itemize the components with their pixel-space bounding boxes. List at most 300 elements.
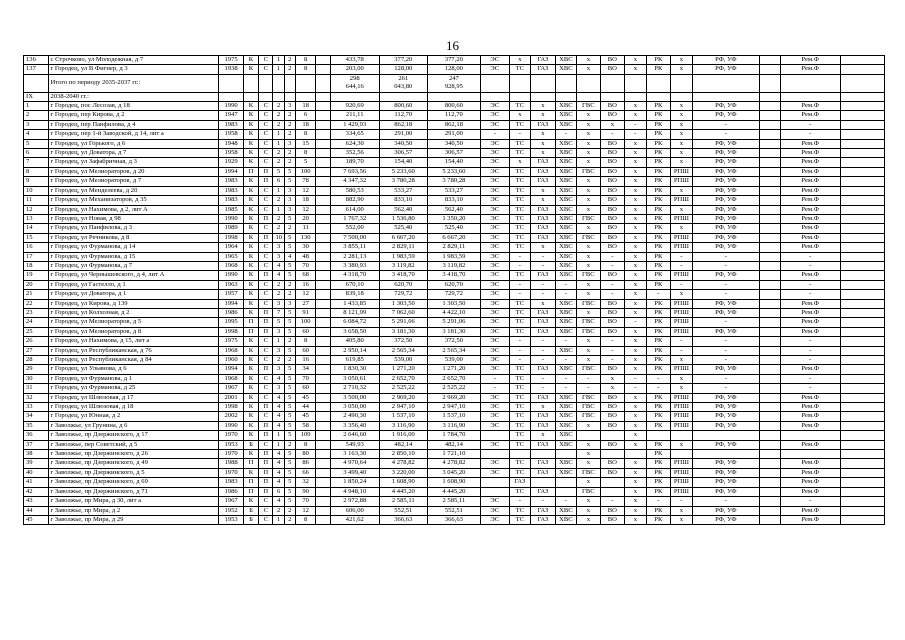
cell-heating: ТС <box>509 365 530 374</box>
cell-floor-type: С <box>259 261 273 270</box>
cell-residential-area: 5 291,06 <box>427 318 480 327</box>
cell-sewerage <box>600 450 625 459</box>
cell-row-number: 6 <box>24 149 49 158</box>
cell-address: г Заволжье, пр Дзержинского, д 69 <box>48 478 219 487</box>
cell-fund: Рем.Ф <box>780 421 840 430</box>
cell-address: г Городец, ул Ульянова, д 6 <box>48 365 219 374</box>
cell-floors: 5 <box>284 487 295 496</box>
cell-facade: РФ, УФ <box>692 299 759 308</box>
cell-sewerage: х <box>600 374 625 383</box>
cell-roof-repair: РК <box>646 403 671 412</box>
cell-sewerage: - <box>600 252 625 261</box>
table-row <box>24 346 885 355</box>
cell-apartments: 32 <box>295 478 315 487</box>
cell-living-area: 6 667,20 <box>379 233 427 242</box>
cell-floors: 5 <box>284 431 295 440</box>
cell-col-19: х <box>625 214 646 223</box>
cell-sewerage: - <box>600 261 625 270</box>
cell-address: г Заволжье, пр Дзержинского, д 26 <box>48 450 219 459</box>
cell-col-19: х <box>625 167 646 176</box>
cell-roof-repair: РК <box>646 356 671 365</box>
cell-floor-type: С <box>259 158 273 167</box>
cell-row-number: 42 <box>24 487 49 496</box>
cell-sewerage: ВО <box>600 65 625 74</box>
cell-col-19: - <box>625 318 646 327</box>
cell-col-19: х <box>625 393 646 402</box>
table-body <box>24 56 885 525</box>
cell-hot-water: х <box>577 243 601 252</box>
table-row <box>24 412 885 421</box>
cell-electricity: ЭС <box>480 318 509 327</box>
cell-electricity: ЭС <box>480 497 509 506</box>
cell-floors: 5 <box>284 450 295 459</box>
cell-blank <box>316 233 330 242</box>
cell-basement-repair: х <box>671 384 692 393</box>
cell-floors: 2 <box>284 224 295 233</box>
cell-facade: РФ, УФ <box>692 506 759 515</box>
cell-hot-water: ГВС <box>577 365 601 374</box>
cell-hot-water: ГВС <box>577 233 601 242</box>
cell-electricity: ЭС <box>480 280 509 289</box>
cell-address: 2038-2040 гг.: <box>48 92 219 101</box>
table-row <box>24 478 885 487</box>
cell-sewerage: - <box>600 346 625 355</box>
cell-year: 1990 <box>219 421 244 430</box>
cell-address: г Заволжье, пр Мира, д 29 <box>48 515 219 524</box>
cell-total-area: 4 318,70 <box>330 271 379 280</box>
cell-basement-repair: - <box>671 280 692 289</box>
cell-basement-repair: х <box>671 374 692 383</box>
cell-col-19: х <box>625 346 646 355</box>
cell-address: г Городец, ул В Фигнер, д 3 <box>48 65 219 74</box>
cell-row-number: 26 <box>24 337 49 346</box>
cell-total-area: 2 972,88 <box>330 497 379 506</box>
cell-living-area: 4 445,20 <box>379 487 427 496</box>
cell-facade: РФ, УФ <box>692 459 759 468</box>
cell-blank <box>316 214 330 223</box>
cell-blank <box>316 365 330 374</box>
cell-year: 1990 <box>219 271 244 280</box>
cell-floor-type: П <box>259 214 273 223</box>
cell-living-area: 539,00 <box>379 356 427 365</box>
cell-address: г Городец, ул Мелиораторов, д 7 <box>48 177 219 186</box>
cell-address: г Городец, пер Панфилова, д 4 <box>48 120 219 129</box>
cell-col-25 <box>840 214 884 223</box>
cell-gas: ГАЗ <box>531 271 556 280</box>
cell-blank <box>316 271 330 280</box>
cell-living-area: 1 536,80 <box>379 214 427 223</box>
cell-col-19: - <box>625 384 646 393</box>
cell-floors: 5 <box>284 421 295 430</box>
cell-roof-repair <box>646 431 671 440</box>
cell-facade: РФ, УФ <box>692 327 759 336</box>
cell-heating: ГАЗ <box>509 478 530 487</box>
cell-entrances: 7 <box>273 308 284 317</box>
cell-heating: ТС <box>509 65 530 74</box>
cell-year: 1967 <box>219 497 244 506</box>
cell-col-19: - <box>625 130 646 139</box>
cell-sewerage: ВО <box>600 233 625 242</box>
cell-hot-water: ГВС <box>577 393 601 402</box>
cell-year: 1970 <box>219 431 244 440</box>
cell-year: 2001 <box>219 393 244 402</box>
cell-col-19: х <box>625 177 646 186</box>
cell-facade: РФ, УФ <box>692 196 759 205</box>
cell-sewerage <box>600 487 625 496</box>
cell-heating: ТС <box>509 102 530 111</box>
cell-residential-area: 4 278,82 <box>427 459 480 468</box>
cell-col-25 <box>840 280 884 289</box>
cell-address: г Городец, ул Республиканская, д 76 <box>48 346 219 355</box>
cell-basement-repair: х <box>671 65 692 74</box>
table-row <box>24 393 885 402</box>
cell-cold-water: ХВС <box>555 271 576 280</box>
cell-entrances: 1 <box>273 130 284 139</box>
cell-col-25 <box>840 468 884 477</box>
cell-heating: ТС <box>509 120 530 129</box>
cell-address: с Строчково, ул Молодежная, д 7 <box>48 56 219 65</box>
cell-floors: 5 <box>284 233 295 242</box>
cell-col-25 <box>840 318 884 327</box>
cell-facade: РФ, УФ <box>692 177 759 186</box>
cell-electricity: ЭС <box>480 290 509 299</box>
cell-col-23 <box>760 487 780 496</box>
cell-cold-water: ХВС <box>555 177 576 186</box>
cell-col-23 <box>760 421 780 430</box>
cell-basement-repair: х <box>671 149 692 158</box>
cell-fund: Рем.Ф <box>780 487 840 496</box>
cell-year: 1975 <box>219 337 244 346</box>
cell-facade <box>692 92 759 101</box>
cell-entrances: 6 <box>273 177 284 186</box>
cell-year: 2002 <box>219 412 244 421</box>
cell-hot-water: х <box>577 515 601 524</box>
table-row <box>24 487 885 496</box>
cell-hot-water <box>577 74 601 92</box>
cell-roof-repair: РК <box>646 271 671 280</box>
cell-total-area: 4 970,64 <box>330 459 379 468</box>
cell-basement-repair: РПШ <box>671 318 692 327</box>
cell-floor-type: П <box>259 365 273 374</box>
cell-entrances: 2 <box>273 224 284 233</box>
cell-basement-repair: х <box>671 356 692 365</box>
cell-cold-water: ХВС <box>555 139 576 148</box>
cell-cold-water: ХВС <box>555 120 576 129</box>
cell-basement-repair: РПШ <box>671 403 692 412</box>
cell-sewerage: ВО <box>600 56 625 65</box>
cell-wall-material: К <box>243 224 258 233</box>
cell-year: 1967 <box>219 384 244 393</box>
cell-cold-water <box>555 74 576 92</box>
cell-electricity <box>480 478 509 487</box>
table-row <box>24 271 885 280</box>
cell-gas: - <box>531 346 556 355</box>
cell-sewerage: ВО <box>600 149 625 158</box>
cell-roof-repair: РК <box>646 440 671 449</box>
cell-col-23 <box>760 92 780 101</box>
cell-hot-water <box>577 431 601 440</box>
cell-col-19: х <box>625 233 646 242</box>
cell-electricity: ЭС <box>480 346 509 355</box>
cell-electricity: ЭС <box>480 327 509 336</box>
cell-gas: х <box>531 196 556 205</box>
table-row <box>24 252 885 261</box>
cell-sewerage: ВО <box>600 308 625 317</box>
cell-blank <box>316 139 330 148</box>
cell-gas: х <box>531 130 556 139</box>
cell-facade: РФ, УФ <box>692 233 759 242</box>
cell-apartments: 30 <box>295 243 315 252</box>
cell-hot-water: х <box>577 280 601 289</box>
cell-entrances: 3 <box>273 346 284 355</box>
cell-electricity: ЭС <box>480 186 509 195</box>
cell-col-25 <box>840 299 884 308</box>
cell-gas: х <box>531 102 556 111</box>
cell-floors: 5 <box>284 167 295 176</box>
cell-year: 1986 <box>219 487 244 496</box>
cell-row-number: 37 <box>24 440 49 449</box>
cell-cold-water: ХВС <box>555 346 576 355</box>
cell-gas: ГАЗ <box>531 393 556 402</box>
cell-living-area: 1 608,90 <box>379 478 427 487</box>
cell-hot-water: х <box>577 252 601 261</box>
cell-floors: 3 <box>284 186 295 195</box>
cell-hot-water: ГВС <box>577 412 601 421</box>
cell-heating: ТС <box>509 196 530 205</box>
cell-row-number: 137 <box>24 65 49 74</box>
cell-floor-type: С <box>259 56 273 65</box>
cell-col-23 <box>760 497 780 506</box>
cell-electricity: ЭС <box>480 252 509 261</box>
cell-living-area: 833,10 <box>379 196 427 205</box>
cell-wall-material: К <box>243 393 258 402</box>
cell-year: 1983 <box>219 478 244 487</box>
cell-living-area: 1 916,00 <box>379 431 427 440</box>
cell-gas: ГАЗ <box>531 318 556 327</box>
cell-wall-material: К <box>243 261 258 270</box>
cell-year: 1965 <box>219 252 244 261</box>
cell-row-number: IX <box>24 92 49 101</box>
cell-col-23 <box>760 346 780 355</box>
cell-row-number: 11 <box>24 196 49 205</box>
cell-fund: Рем.Ф <box>780 299 840 308</box>
cell-apartments: 68 <box>295 271 315 280</box>
cell-col-19: х <box>625 102 646 111</box>
cell-living-area: 154,40 <box>379 158 427 167</box>
cell-cold-water: ХВС <box>555 56 576 65</box>
cell-roof-repair: РК <box>646 346 671 355</box>
cell-fund: Рем.Ф <box>780 318 840 327</box>
cell-address: Итого по периоду 2035-2037 гг.: <box>48 74 219 92</box>
cell-electricity: - <box>480 384 509 393</box>
cell-facade: РФ, УФ <box>692 102 759 111</box>
cell-apartments: 130 <box>295 233 315 242</box>
cell-col-23 <box>760 515 780 524</box>
cell-cold-water: ХВС <box>555 459 576 468</box>
cell-col-23 <box>760 252 780 261</box>
cell-floor-type: С <box>259 280 273 289</box>
cell-sewerage: - <box>600 337 625 346</box>
cell-apartments: 8 <box>295 337 315 346</box>
cell-col-23 <box>760 158 780 167</box>
cell-col-23 <box>760 365 780 374</box>
table-row <box>24 149 885 158</box>
cell-electricity: ЭС <box>480 167 509 176</box>
cell-col-19: х <box>625 186 646 195</box>
cell-address: г Городец, ул Фурманова, д 7 <box>48 261 219 270</box>
cell-hot-water: х <box>577 290 601 299</box>
cell-roof-repair: - <box>646 497 671 506</box>
cell-wall-material: К <box>243 158 258 167</box>
cell-sewerage: ВО <box>600 102 625 111</box>
cell-total-area: 352,56 <box>330 149 379 158</box>
cell-residential-area: 1 983,59 <box>427 252 480 261</box>
cell-address: г Городец, ул Нахимова, д 2, лит А <box>48 205 219 214</box>
cell-row-number: 41 <box>24 478 49 487</box>
cell-basement-repair: РПШ <box>671 327 692 336</box>
cell-electricity: ЭС <box>480 205 509 214</box>
cell-sewerage: ВО <box>600 243 625 252</box>
cell-living-area: 2 525,22 <box>379 384 427 393</box>
cell-entrances: 4 <box>273 374 284 383</box>
cell-col-25 <box>840 290 884 299</box>
cell-cold-water: ХВС <box>555 233 576 242</box>
cell-roof-repair: РК <box>646 365 671 374</box>
cell-hot-water: х <box>577 459 601 468</box>
cell-year: 1968 <box>219 346 244 355</box>
cell-heating: ТС <box>509 318 530 327</box>
cell-year: 1983 <box>219 196 244 205</box>
cell-col-25 <box>840 261 884 270</box>
cell-facade: РФ, УФ <box>692 158 759 167</box>
cell-cold-water: ХВС <box>555 468 576 477</box>
cell-total-area: 3 163,30 <box>330 450 379 459</box>
cell-col-23 <box>760 440 780 449</box>
cell-roof-repair <box>646 74 671 92</box>
cell-facade: РФ, УФ <box>692 56 759 65</box>
cell-year: 1998 <box>219 233 244 242</box>
cell-col-23 <box>760 243 780 252</box>
cell-year: 1994 <box>219 299 244 308</box>
cell-roof-repair: РК <box>646 280 671 289</box>
cell-roof-repair: РК <box>646 468 671 477</box>
cell-gas <box>531 92 556 101</box>
cell-blank <box>316 120 330 129</box>
cell-roof-repair: РК <box>646 120 671 129</box>
cell-cold-water: - <box>555 280 576 289</box>
cell-residential-area: 533,27 <box>427 186 480 195</box>
cell-cold-water <box>555 92 576 101</box>
cell-gas: - <box>531 356 556 365</box>
cell-gas: х <box>531 403 556 412</box>
cell-address: г Городец, ул Новая, д 98 <box>48 214 219 223</box>
cell-floor-type: С <box>259 506 273 515</box>
cell-cold-water: ХВС <box>555 214 576 223</box>
cell-address: г Городец, ул Фурманова, д 25 <box>48 384 219 393</box>
cell-row-number: 18 <box>24 261 49 270</box>
cell-total-area: 421,62 <box>330 515 379 524</box>
cell-wall-material: К <box>243 497 258 506</box>
cell-apartments: 12 <box>295 290 315 299</box>
cell-apartments: 48 <box>295 252 315 261</box>
table-row <box>24 421 885 430</box>
cell-fund: Рем.Ф <box>780 205 840 214</box>
cell-heating: х <box>509 111 530 120</box>
cell-floors <box>284 74 295 92</box>
cell-address: г Городец, ул Фурманова, д 14 <box>48 243 219 252</box>
cell-hot-water: х <box>577 450 601 459</box>
cell-gas: ГАЗ <box>531 177 556 186</box>
cell-fund: Рем.Ф <box>780 327 840 336</box>
cell-year: 1970 <box>219 468 244 477</box>
cell-col-23 <box>760 65 780 74</box>
cell-basement-repair: х <box>671 205 692 214</box>
cell-col-25 <box>840 346 884 355</box>
cell-sewerage: ВО <box>600 186 625 195</box>
cell-col-23 <box>760 149 780 158</box>
cell-apartments: 60 <box>295 346 315 355</box>
cell-cold-water: - <box>555 374 576 383</box>
cell-row-number: 27 <box>24 346 49 355</box>
cell-wall-material: П <box>243 478 258 487</box>
cell-sewerage: х <box>600 384 625 393</box>
cell-entrances: 2 <box>273 158 284 167</box>
cell-residential-area: 1 608,90 <box>427 478 480 487</box>
cell-cold-water: ХВС <box>555 365 576 374</box>
cell-gas: - <box>531 290 556 299</box>
cell-gas: х <box>531 149 556 158</box>
cell-basement-repair: х <box>671 130 692 139</box>
cell-col-19 <box>625 450 646 459</box>
cell-col-23 <box>760 111 780 120</box>
cell-total-area: 839,18 <box>330 290 379 299</box>
table-row <box>24 74 885 92</box>
cell-floors: 5 <box>284 214 295 223</box>
cell-floor-type: С <box>259 243 273 252</box>
cell-col-23 <box>760 299 780 308</box>
cell-row-number: 32 <box>24 393 49 402</box>
cell-sewerage: ВО <box>600 327 625 336</box>
cell-row-number: 3 <box>24 120 49 129</box>
cell-electricity: ЭС <box>480 459 509 468</box>
cell-living-area: 5 291,06 <box>379 318 427 327</box>
cell-heating <box>509 74 530 92</box>
table-row <box>24 440 885 449</box>
cell-sewerage: ВО <box>600 468 625 477</box>
cell-sewerage: - <box>600 280 625 289</box>
cell-address: г Городец, ул Механизаторов, д 35 <box>48 196 219 205</box>
table-row <box>24 214 885 223</box>
cell-address: г Заволжье, пр Дзержинского, д 5 <box>48 468 219 477</box>
cell-col-19: х <box>625 459 646 468</box>
cell-basement-repair <box>671 450 692 459</box>
cell-floors: 2 <box>284 65 295 74</box>
cell-hot-water <box>577 92 601 101</box>
cell-gas: ГАЗ <box>531 440 556 449</box>
cell-fund: - <box>780 290 840 299</box>
cell-fund: - <box>780 130 840 139</box>
cell-total-area: 670,10 <box>330 280 379 289</box>
cell-basement-repair: РПШ <box>671 233 692 242</box>
cell-electricity: ЭС <box>480 299 509 308</box>
cell-gas: - <box>531 280 556 289</box>
cell-sewerage: ВО <box>600 224 625 233</box>
cell-address: г Городец, ул Доватора, д 7 <box>48 149 219 158</box>
cell-heating: ТС <box>509 299 530 308</box>
cell-hot-water: ГВС <box>577 167 601 176</box>
cell-entrances: 4 <box>273 450 284 459</box>
cell-wall-material: К <box>243 308 258 317</box>
